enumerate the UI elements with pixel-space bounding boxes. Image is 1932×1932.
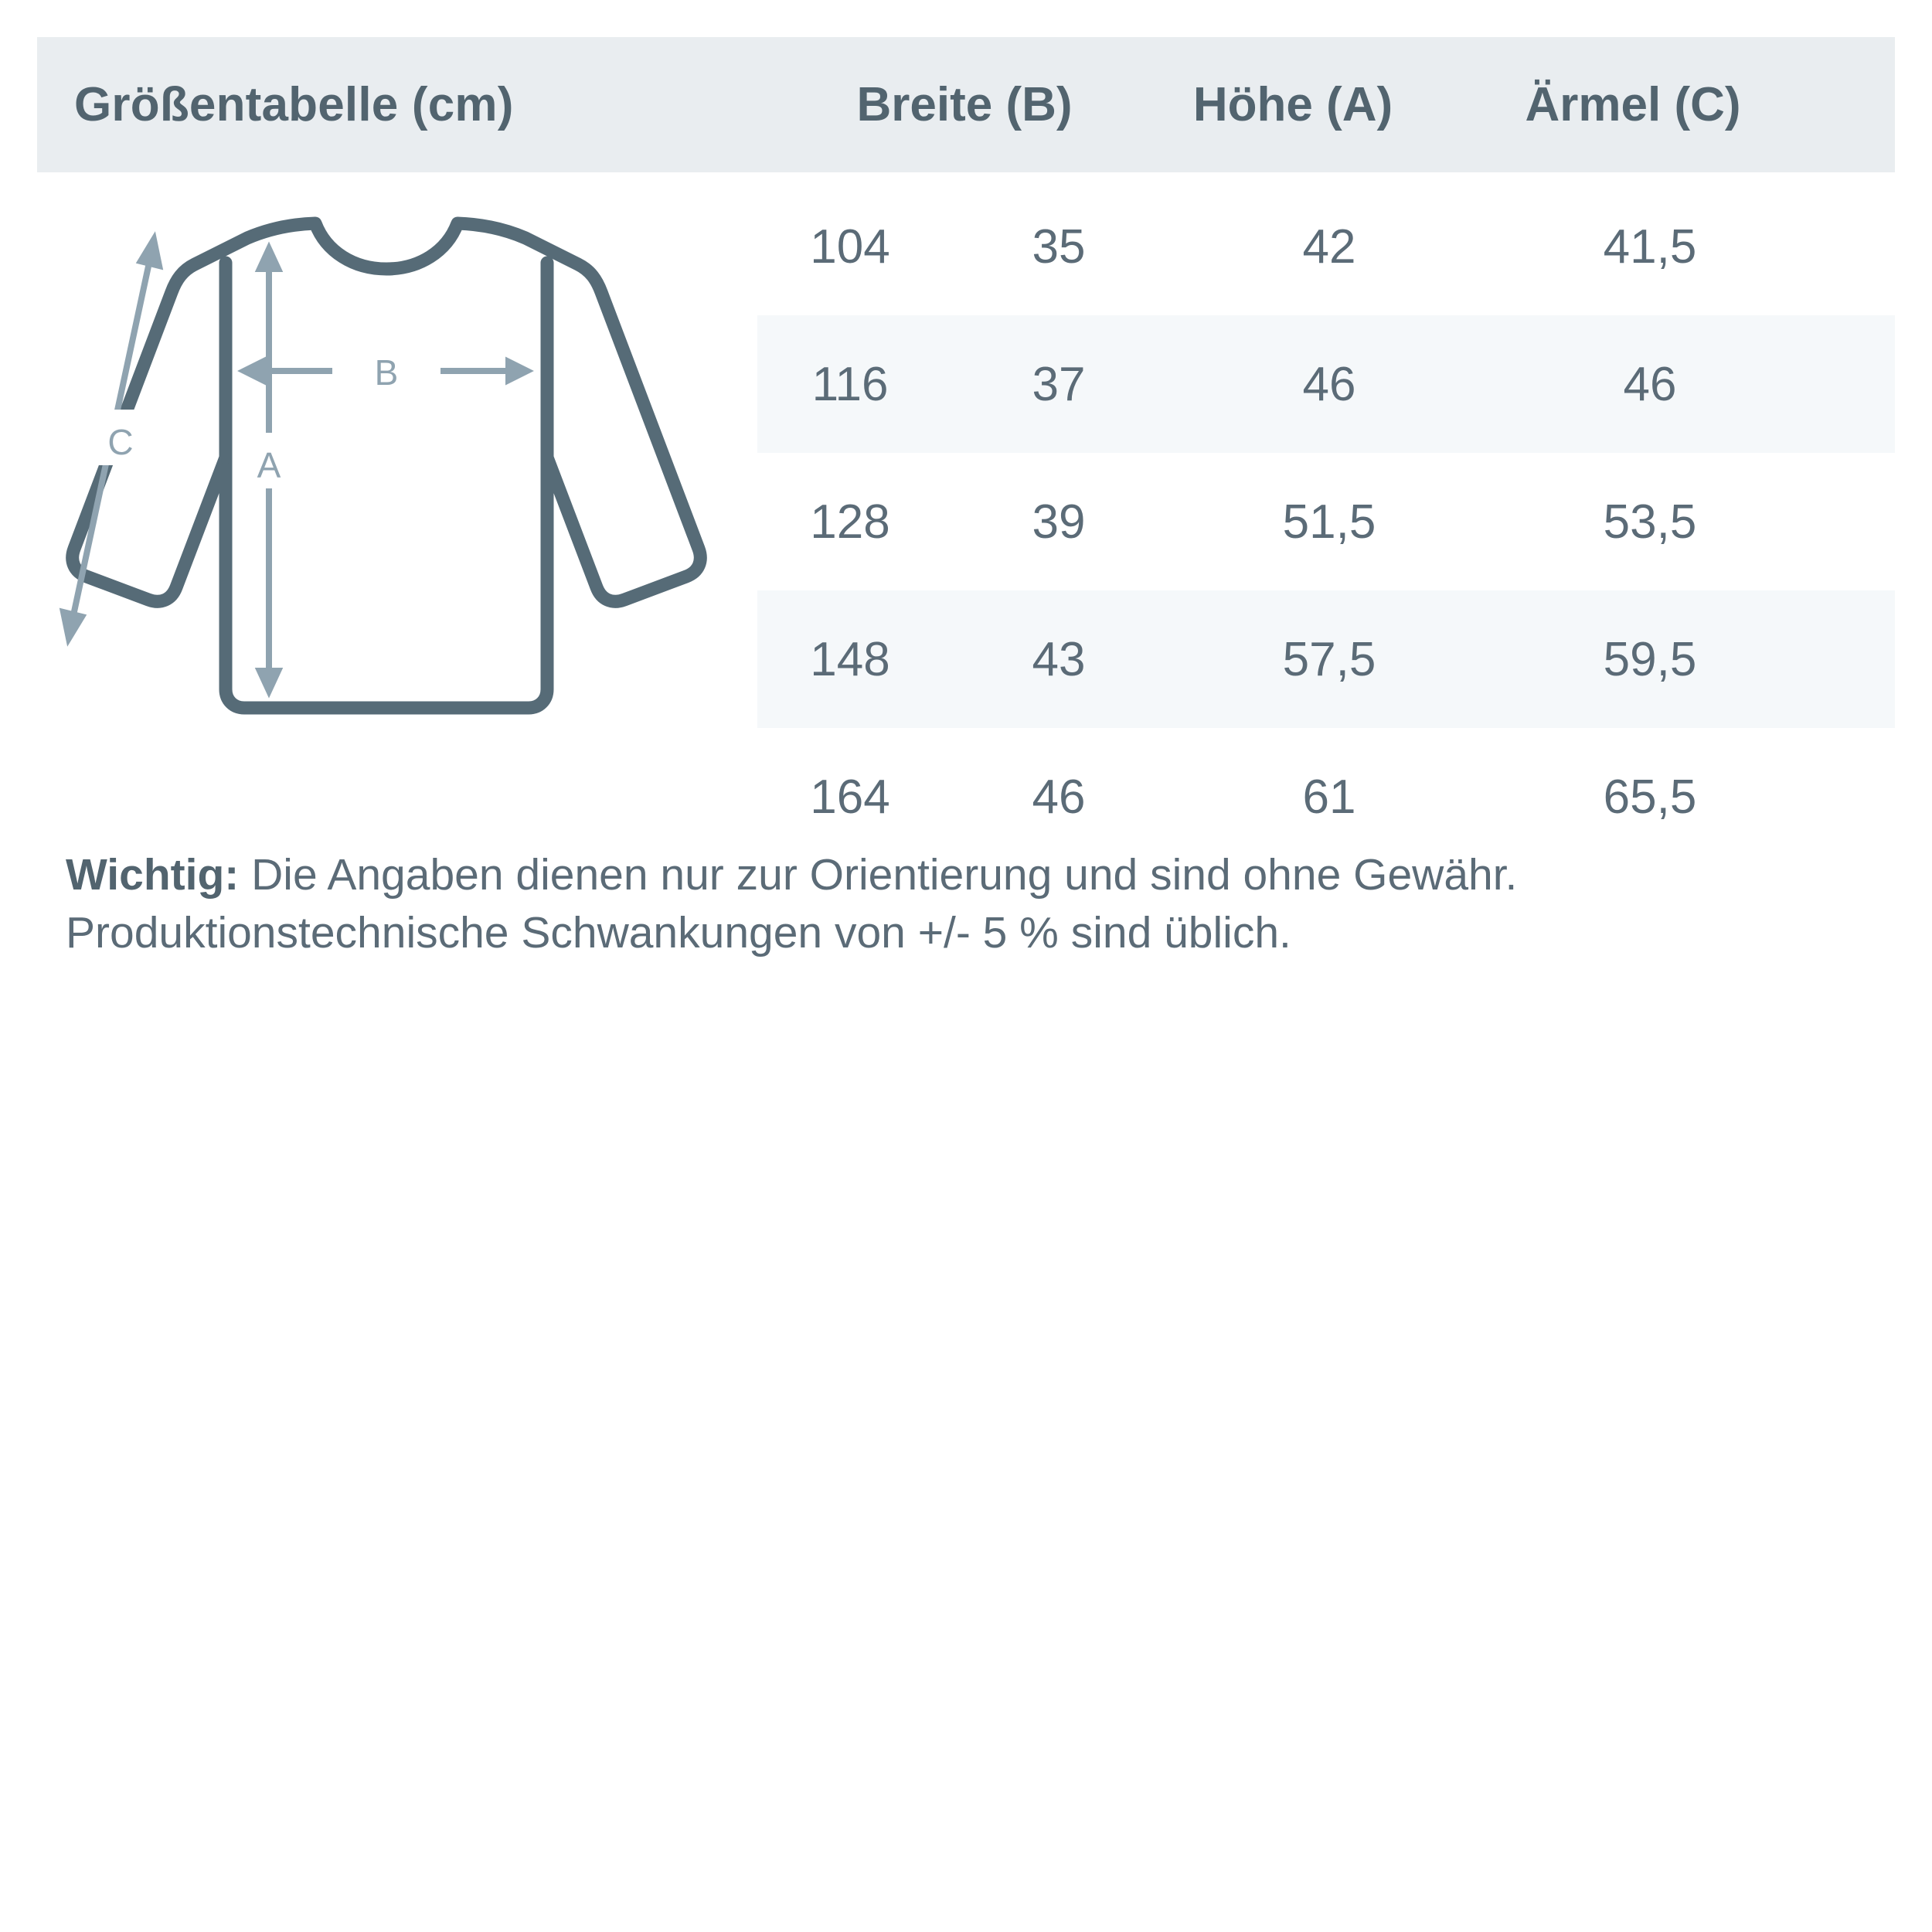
size-table xyxy=(757,178,1895,866)
table-row xyxy=(757,453,1895,590)
page-title: Größentabelle (cm) xyxy=(74,78,514,131)
label-c: C xyxy=(107,422,134,462)
table-row xyxy=(757,590,1895,728)
cell-hoehe: 57,5 xyxy=(1282,632,1376,686)
cell-hoehe: 61 xyxy=(1302,770,1356,824)
cell-hoehe: 46 xyxy=(1302,357,1356,411)
cell-size: 116 xyxy=(811,357,889,411)
garment-diagram xyxy=(37,209,764,804)
cell-hoehe: 42 xyxy=(1302,219,1356,274)
cell-breite: 35 xyxy=(1032,219,1086,274)
disclaimer-text: Die Angaben dienen nur zur Orientierung und sind ohne Gewähr. Produktionstechnische Schwankungen von +/- 5 % sind üblich. xyxy=(66,850,1518,958)
cell-size: 164 xyxy=(810,770,890,824)
cell-breite: 46 xyxy=(1032,770,1086,824)
column-header-breite: Breite (B) xyxy=(856,78,1073,131)
column-header-aermel: Ärmel (C) xyxy=(1525,78,1741,131)
table-header xyxy=(37,37,1895,172)
cell-breite: 37 xyxy=(1032,357,1086,411)
table-row xyxy=(757,178,1895,315)
cell-aermel: 59,5 xyxy=(1603,632,1697,686)
column-headers xyxy=(802,77,1858,132)
cell-breite: 43 xyxy=(1032,632,1086,686)
cell-aermel: 65,5 xyxy=(1603,770,1697,824)
cell-aermel: 46 xyxy=(1623,357,1677,411)
disclaimer-label: Wichtig: xyxy=(66,850,240,900)
column-header-hoehe: Höhe (A) xyxy=(1192,78,1393,131)
label-a: A xyxy=(257,445,281,485)
cell-size: 128 xyxy=(810,495,890,549)
cell-aermel: 41,5 xyxy=(1603,219,1697,274)
cell-size: 104 xyxy=(810,219,890,274)
shirt-outline-icon xyxy=(37,209,764,804)
table-row xyxy=(757,728,1895,866)
cell-aermel: 53,5 xyxy=(1603,495,1697,549)
cell-size: 148 xyxy=(810,632,890,686)
table-row xyxy=(757,315,1895,453)
cell-hoehe: 51,5 xyxy=(1282,495,1376,549)
cell-breite: 39 xyxy=(1032,495,1086,549)
disclaimer-note xyxy=(66,846,1866,962)
label-b: B xyxy=(374,352,399,393)
